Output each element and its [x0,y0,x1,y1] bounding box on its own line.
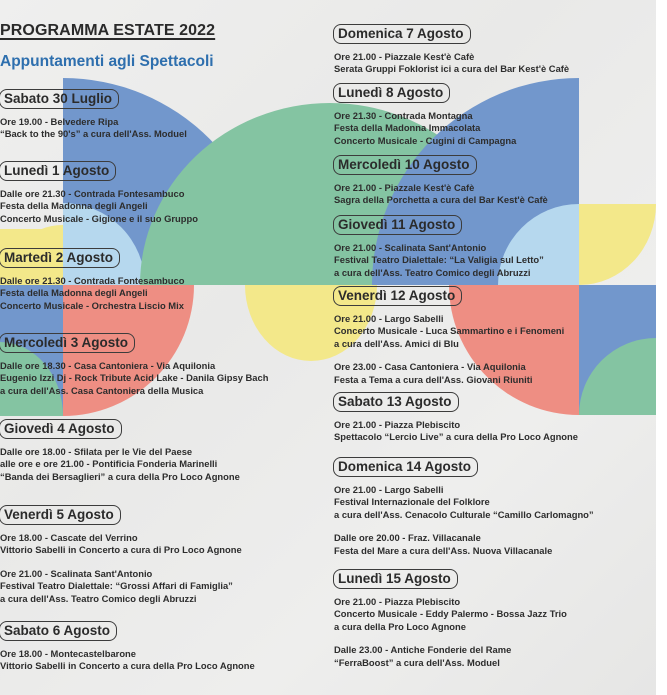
event-line: Concerto Musicale - Cugini di Campagna [334,134,517,146]
day-block [0,505,242,605]
date-badge: Giovedì 11 Agosto [333,215,462,235]
event-item [334,182,548,207]
page-title: PROGRAMMA ESTATE 2022 [0,22,216,39]
day-block [0,248,184,312]
event-line: Concerto Musicale - Orchestra Liscio Mix [0,299,184,311]
event-line: Concerto Musicale - Eddy Palermo - Bossa Jazz Trio [334,608,567,620]
date-badge: Domenica 7 Agosto [333,24,471,44]
event-line: a cura dell'Ass. Casa Cantoniera della Musica [0,384,204,396]
event-item [334,644,567,669]
event-line: Dalle ore 18.30 - Casa Cantoniera - Via Aquilonia [0,360,216,371]
event-line: Ore 21.00 - Largo Sabelli [334,484,444,495]
day-block [334,155,548,207]
event-line: Festa del Mare a cura dell'Ass. Nuova Villacanale [334,544,553,556]
event-line: Dalle 23.00 - Antiche Fonderie del Rame [334,644,512,656]
event-line: Ore 21.00 - Largo Sabelli [334,313,444,324]
day-block [0,419,240,483]
date-badge: Venerdì 12 Agosto [333,286,462,306]
day-block [334,215,544,279]
event-line: “FerraBoost” a cura dell'Ass. Moduel [334,656,500,668]
event-line: Ore 23.00 - Casa Cantoniera - Via Aquilonia [334,361,526,373]
event-line: Festival Teatro Dialettale: “La Valigia sul Letto” [334,254,544,266]
date-badge: Giovedì 4 Agosto [0,419,122,439]
event-line: Festa della Madonna degli Angeli [0,200,148,212]
day-block [334,83,516,147]
event-item [334,51,569,76]
event-item [334,532,594,557]
event-line: a cura dell'Ass. Amici di Blu [334,337,459,349]
event-item [334,596,567,633]
event-line: a cura della Pro Loco Agnone [334,620,466,632]
event-line: Concerto Musicale - Gigione e il suo Gruppo [0,212,198,224]
event-line: Sagra della Porchetta a cura del Bar Kest'è Cafè [334,194,548,206]
event-line: Ore 18.00 - Montecastelbarone [0,648,136,659]
event-line: Dalle ore 18.00 - Sfilata per le Vie del Paese [0,446,193,457]
event-line: Dalle ore 20.00 - Fraz. Villacanale [334,532,481,544]
date-badge: Sabato 6 Agosto [0,621,117,641]
day-block [334,392,578,444]
day-block [0,161,198,225]
event-item [0,188,198,225]
event-line: “Banda dei Bersaglieri” a cura della Pro Loco Agnone [0,470,240,482]
event-item [0,275,184,312]
event-line: Dalle ore 21.30 - Contrada Fontesambuco [0,188,185,199]
event-item [0,446,240,483]
event-line: Ore 21.00 - Piazza Plebiscito [334,596,461,607]
event-line: a cura dell'Ass. Teatro Comico degli Abruzzi [0,592,197,604]
page-subtitle: Appuntamenti agli Spettacoli [0,53,214,70]
event-line: Festival Teatro Dialettale: “Grossi Affari di Famiglia” [0,580,233,592]
day-block [334,286,564,386]
event-line: Vittorio Sabelli in Concerto a cura della Pro Loco Agnone [0,660,255,672]
date-badge: Venerdì 5 Agosto [0,505,121,525]
event-line: Ore 21.00 - Piazza Plebiscito [334,419,461,430]
date-badge: Domenica 14 Agosto [333,457,478,477]
event-item [0,568,242,605]
event-line: Dalle ore 21.30 - Contrada Fontesambuco [0,275,185,286]
date-badge: Lunedì 8 Agosto [333,83,450,103]
event-item [0,648,255,673]
event-line: “Back to the 90's” a cura dell'Ass. Moduel [0,128,187,140]
shape-yellow-right [579,204,656,285]
day-block [0,333,268,397]
event-line: Ore 19.00 - Belvedere Ripa [0,116,119,127]
event-line: Ore 21.30 - Contrada Montagna [334,110,473,121]
event-line: Serata Gruppi Foklorist ici a cura del Bar Kest'è Cafè [334,63,570,75]
event-line: Ore 18.00 - Cascate del Verrino [0,532,138,543]
right-margin [656,0,667,695]
date-badge: Lunedì 1 Agosto [0,161,116,181]
event-item [334,313,564,350]
day-block [0,89,187,141]
day-block [334,24,569,76]
date-badge: Mercoledì 10 Agosto [333,155,477,175]
day-block [0,621,255,673]
event-item [0,532,242,557]
event-item [334,361,564,386]
event-line: Ore 21.00 - Scalinata Sant'Antonio [0,567,153,579]
event-line: Ore 21.00 - Scalinata Sant'Antonio [334,242,487,253]
event-line: Festa a Tema a cura dell'Ass. Giovani Riuniti [334,373,533,385]
event-item [0,116,187,141]
event-line: Festival Internazionale del Folklore [334,496,490,508]
event-item [334,419,578,444]
date-badge: Lunedì 15 Agosto [333,569,458,589]
date-badge: Mercoledì 3 Agosto [0,333,135,353]
event-line: Festa della Madonna Immacolata [334,122,481,134]
event-line: alle ore e ore 21.00 - Pontificia Fonderia Marinelli [0,458,218,470]
event-line: a cura dell'Ass. Teatro Comico degli Abruzzi [334,266,531,278]
event-item [334,484,594,521]
event-line: Festa della Madonna degli Angeli [0,287,148,299]
date-badge: Sabato 30 Luglio [0,89,119,109]
event-line: Spettacolo “Lercio Live” a cura della Pro Loco Agnone [334,431,578,443]
event-line: Ore 21.00 - Piazzale Kest'è Cafè [334,51,475,62]
event-line: Ore 21.00 - Piazzale Kest'è Cafè [334,182,475,193]
event-item [334,110,516,147]
event-line: Eugenio Izzi Dj - Rock Tribute Acid Lake - Danila Gipsy Bach [0,372,269,384]
date-badge: Sabato 13 Agosto [333,392,459,412]
event-line: Concerto Musicale - Luca Sammartino e i Fenomeni [334,325,565,337]
event-item [334,242,544,279]
event-item [0,360,268,397]
date-badge: Martedì 2 Agosto [0,248,120,268]
event-line: Vittorio Sabelli in Concerto a cura di Pro Loco Agnone [0,544,242,556]
day-block [334,569,567,669]
event-line: a cura dell'Ass. Cenacolo Culturale “Camillo Carlomagno” [334,508,594,520]
day-block [334,457,594,557]
